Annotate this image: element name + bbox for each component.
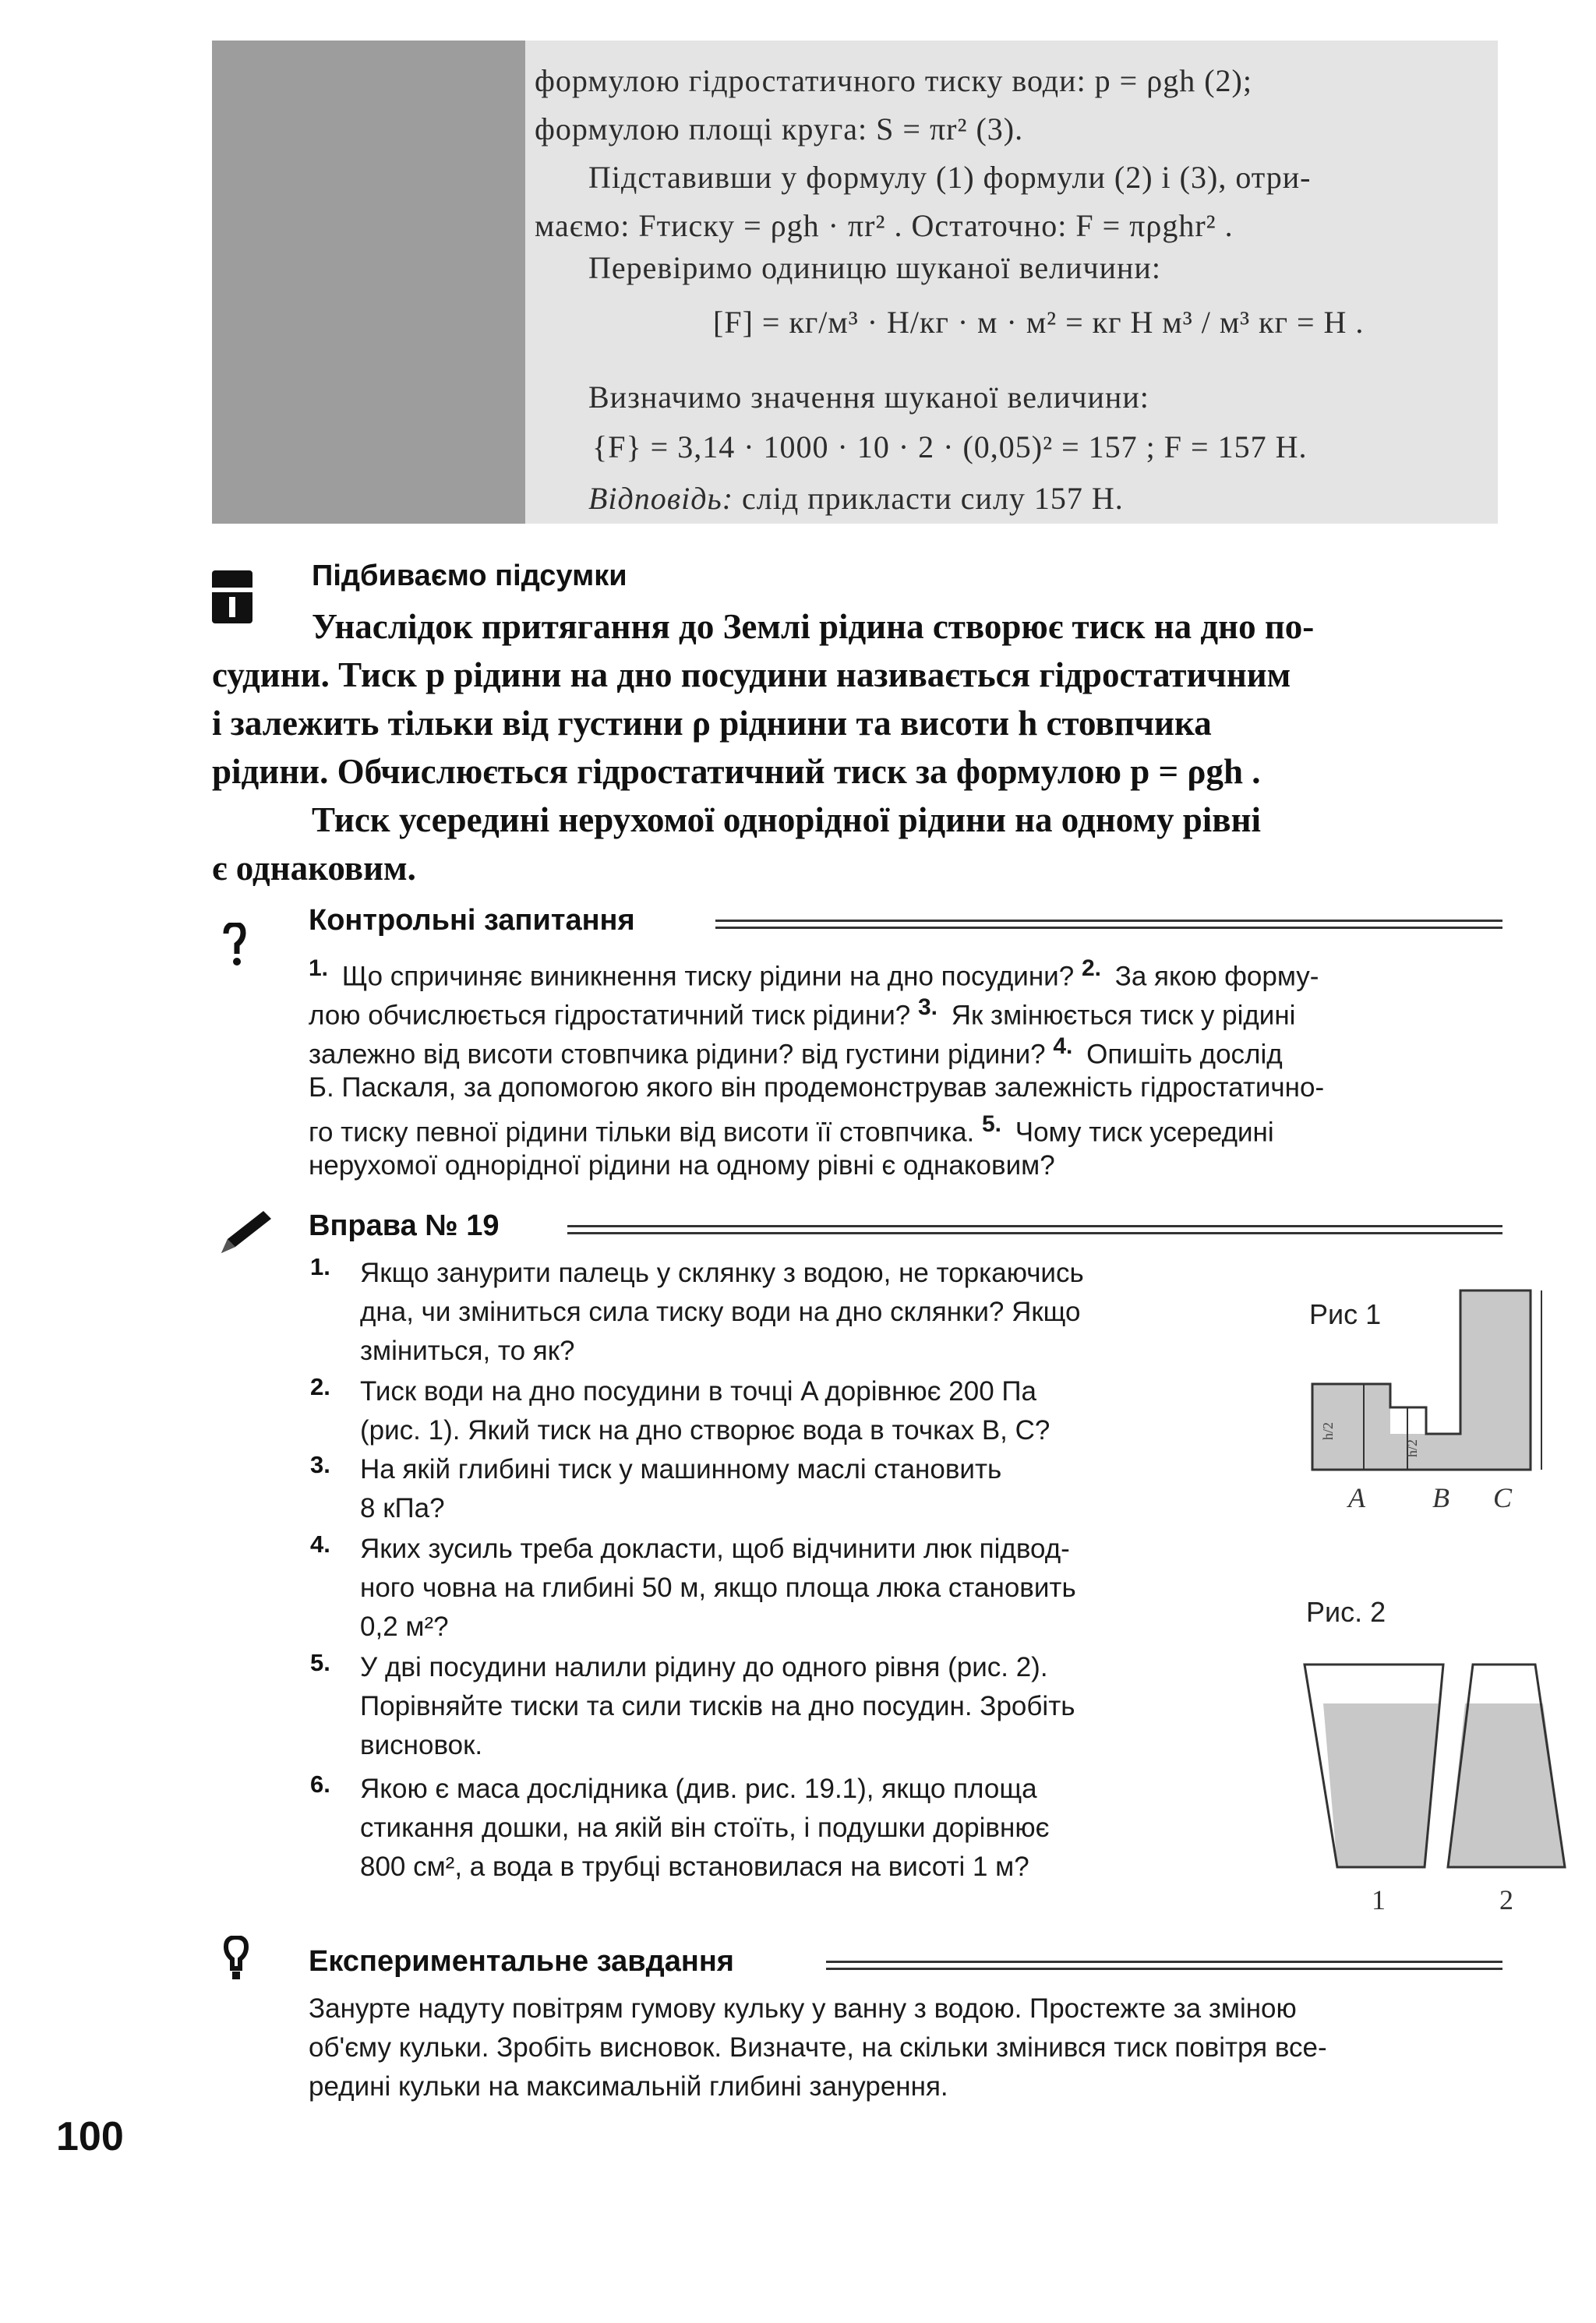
fig1-side-label: h/2	[1320, 1421, 1336, 1440]
solution-line: формулою гідростатичного тиску води: p = ρgh (2);	[535, 63, 1252, 98]
pencil-icon	[217, 1206, 276, 1256]
fig1-label-b: B	[1432, 1482, 1449, 1513]
summary-heading: Підбиваємо підсумки	[312, 560, 627, 592]
question-icon	[223, 923, 246, 966]
divider	[826, 1961, 1502, 1970]
figure-1-vessel	[1301, 1270, 1566, 1527]
exercise-number: 3.	[310, 1451, 330, 1478]
fig1-side-label: h/2	[1404, 1439, 1420, 1457]
exercise-line: Тиск води на дно посудини в точці A дорівнює 200 Па	[360, 1376, 1037, 1407]
solution-decor-strip	[212, 41, 525, 524]
exercise-line: Якою є маса дослідника (див. рис. 19.1), якщо площа	[360, 1774, 1037, 1804]
experiment-line: Занурте надуту повітрям гумову кульку у ванну з водою. Простежте за зміною	[309, 1993, 1297, 2024]
control-heading: Контрольні запитання	[309, 904, 635, 937]
question-line: 1. Що спричиняє виникнення тиску рідини на дно посудини? 2. За якою форму-	[309, 955, 1319, 992]
exercise-line: На якій глибині тиск у машинному маслі становить	[360, 1454, 1002, 1485]
divider	[567, 1225, 1502, 1234]
exclamation-icon	[212, 570, 252, 623]
summary-line: Унаслідок притягання до Землі рідина створює тиск на дно по-	[312, 607, 1315, 646]
experiment-line: редині кульки на максимальній глибині занурення.	[309, 2071, 948, 2102]
summary-line: і залежить тільки від густини ρ ріднини та висоти h стовпчика	[212, 704, 1212, 743]
exercise-line: ного човна на глибині 50 м, якщо площа люка становить	[360, 1573, 1076, 1603]
solution-line: Визначимо значення шуканої величини:	[588, 380, 1149, 415]
exercise-line: стикання дошки, на якій він стоїть, і подушки дорівнює	[360, 1813, 1050, 1843]
experiment-line: об'єму кульки. Зробіть висновок. Визначте, на скільки змінився тиск повітря все-	[309, 2032, 1327, 2063]
solution-line: Перевіримо одиницю шуканої величини:	[588, 250, 1161, 285]
figure-2-vessels	[1294, 1652, 1574, 1925]
exercise-line: Якщо занурити палець у склянку з водою, не торкаючись	[360, 1258, 1084, 1288]
exercise-line: зміниться, то як?	[360, 1336, 575, 1366]
solution-line: маємо: Fтиску = ρgh · πr² . Остаточно: F = πρghr² .	[535, 208, 1234, 243]
experiment-heading: Експериментальне завдання	[309, 1945, 734, 1978]
exercise-line: У дві посудини налили рідину до одного рівня (рис. 2).	[360, 1652, 1048, 1682]
exercise-line: 800 см², а вода в трубці встановилася на висоті 1 м?	[360, 1852, 1029, 1882]
exercise-line: Яких зусиль треба докласти, щоб відчинити люк підвод-	[360, 1534, 1070, 1564]
answer-line	[588, 480, 1124, 517]
summary-line: Тиск усередині нерухомої однорідної рідини на одному рівні	[312, 800, 1262, 839]
question-line: нерухомої однорідної рідини на одному рівні є однаковим?	[309, 1150, 1055, 1181]
answer-label: Відповідь:	[588, 481, 734, 516]
calculation-formula: {F} = 3,14 · 1000 · 10 · 2 · (0,05)² = 157 ; F = 157 Н.	[592, 429, 1308, 464]
question-line: Б. Паскаля, за допомогою якого він продемонстрував залежність гідростатично-	[309, 1072, 1325, 1103]
exercise-line: дна, чи зміниться сила тиску води на дно склянки? Якщо	[360, 1297, 1081, 1327]
figure-1-caption: Рис 1	[1309, 1298, 1382, 1330]
question-line: лою обчислюється гідростатичний тиск рідини? 3. Як змінюється тиск у рідині	[309, 994, 1296, 1031]
page-number: 100	[56, 2114, 124, 2159]
summary-line: судини. Тиск p рідини на дно посудини називається гідростатичним	[212, 655, 1291, 694]
question-line: залежно від висоти стовпчика рідини? від густини рідини? 4. Опишіть дослід	[309, 1033, 1283, 1070]
answer-text: слід прикласти силу 157 Н.	[733, 481, 1124, 516]
lamp-icon	[223, 1936, 249, 1981]
fig2-label-2: 2	[1499, 1884, 1513, 1915]
fig2-label-1: 1	[1372, 1884, 1386, 1915]
exercise-line: 0,2 м²?	[360, 1612, 449, 1642]
summary-line: є однаковим.	[212, 849, 416, 888]
exercise-line: (рис. 1). Який тиск на дно створює вода в точках B, C?	[360, 1415, 1050, 1446]
exercise-line: 8 кПа?	[360, 1493, 445, 1523]
figure-2-caption: Рис. 2	[1306, 1596, 1386, 1628]
solution-line: формулою площі круга: S = πr² (3).	[535, 111, 1024, 147]
exercise-number: 2.	[310, 1373, 330, 1400]
exercise-number: 1.	[310, 1253, 330, 1280]
exercise-heading: Вправа № 19	[309, 1209, 500, 1242]
exercise-number: 5.	[310, 1649, 330, 1676]
solution-line: Підставивши у формулу (1) формули (2) і (3), отри-	[588, 160, 1312, 195]
divider	[715, 920, 1502, 929]
question-line: го тиску певної рідини тільки від висоти її стовпчика. 5. Чому тиск усередині	[309, 1111, 1274, 1148]
fig1-label-a: A	[1348, 1482, 1365, 1513]
summary-line: рідини. Обчислюється гідростатичний тиск за формулою p = ρgh .	[212, 752, 1261, 791]
exercise-line: висновок.	[360, 1730, 483, 1760]
exercise-number: 4.	[310, 1530, 330, 1558]
exercise-number: 6.	[310, 1770, 330, 1798]
fig1-label-c: C	[1493, 1482, 1513, 1513]
unit-check-formula: [F] = кг/м³ · Н/кг · м · м² = кг Н м³ / м³ кг = Н .	[713, 305, 1365, 340]
exercise-line: Порівняйте тиски та сили тисків на дно посудин. Зробіть	[360, 1691, 1075, 1721]
